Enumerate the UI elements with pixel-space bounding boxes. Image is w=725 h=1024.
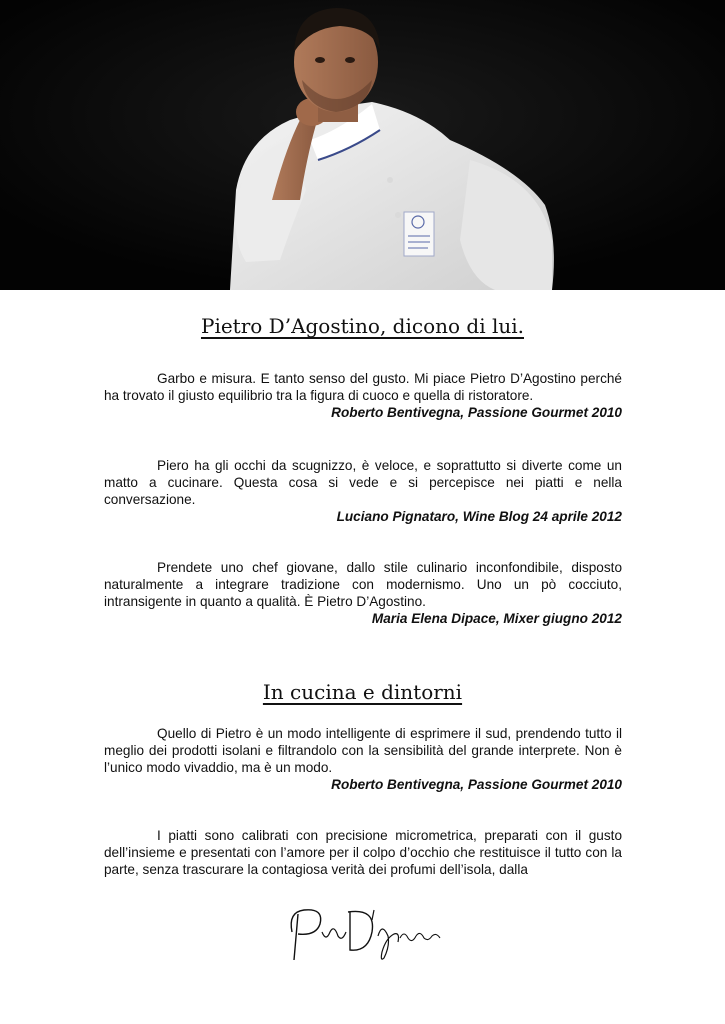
section-heading: Pietro D’Agostino, dicono di lui. [200,314,524,338]
quote-text: Garbo e misura. E tanto senso del gusto. Mi piace Pietro D’Agostino perché ha trovato il giusto equilibrio tra la figura di cuoco e quella di ristoratore. [104,371,622,403]
hero-photo [0,0,725,290]
quote-text: Prendete uno chef giovane, dallo stile culinario inconfondibile, disposto naturalmente a integrare tradizione con modernismo. Uno un pò cocciuto, intransigente in quanto a qualità. È Pietro D’Agostino. [104,560,622,609]
quote-author: Luciano Pignataro, Wine Blog 24 aprile 2012 [336,509,622,524]
quote-text: Quello di Pietro è un modo intelligente di esprimere il sud, prendendo tutto il meglio dei prodotti isolani e filtrandolo con la sensibilità del grande interprete. Non è l’unico modo vivaddio, ma è un modo. [104,726,622,775]
quote-text: Piero ha gli occhi da scugnizzo, è veloce, e soprattutto si diverte come un matto a cucinare. Questa cosa si vede e si percepisce nei piatti e nella conversazione. [104,458,622,507]
quote-text: I piatti sono calibrati con precisione micrometrica, preparati con il gusto dell’insieme e presentati con l’amore per il colpo d’occhio che restituisce il tutto con la parte, senza trascurare la contagiosa verità dei profumi dell’isola, dalla [104,828,622,877]
chef-portrait-icon [0,0,725,290]
quote-author: Roberto Bentivegna, Passione Gourmet 2010 [331,405,622,420]
quote-author: Maria Elena Dipace, Mixer giugno 2012 [371,611,622,626]
signature-icon [284,902,444,964]
section-heading: In cucina e dintorni [262,680,463,704]
quote-author: Roberto Bentivegna, Passione Gourmet 2010 [331,777,622,792]
